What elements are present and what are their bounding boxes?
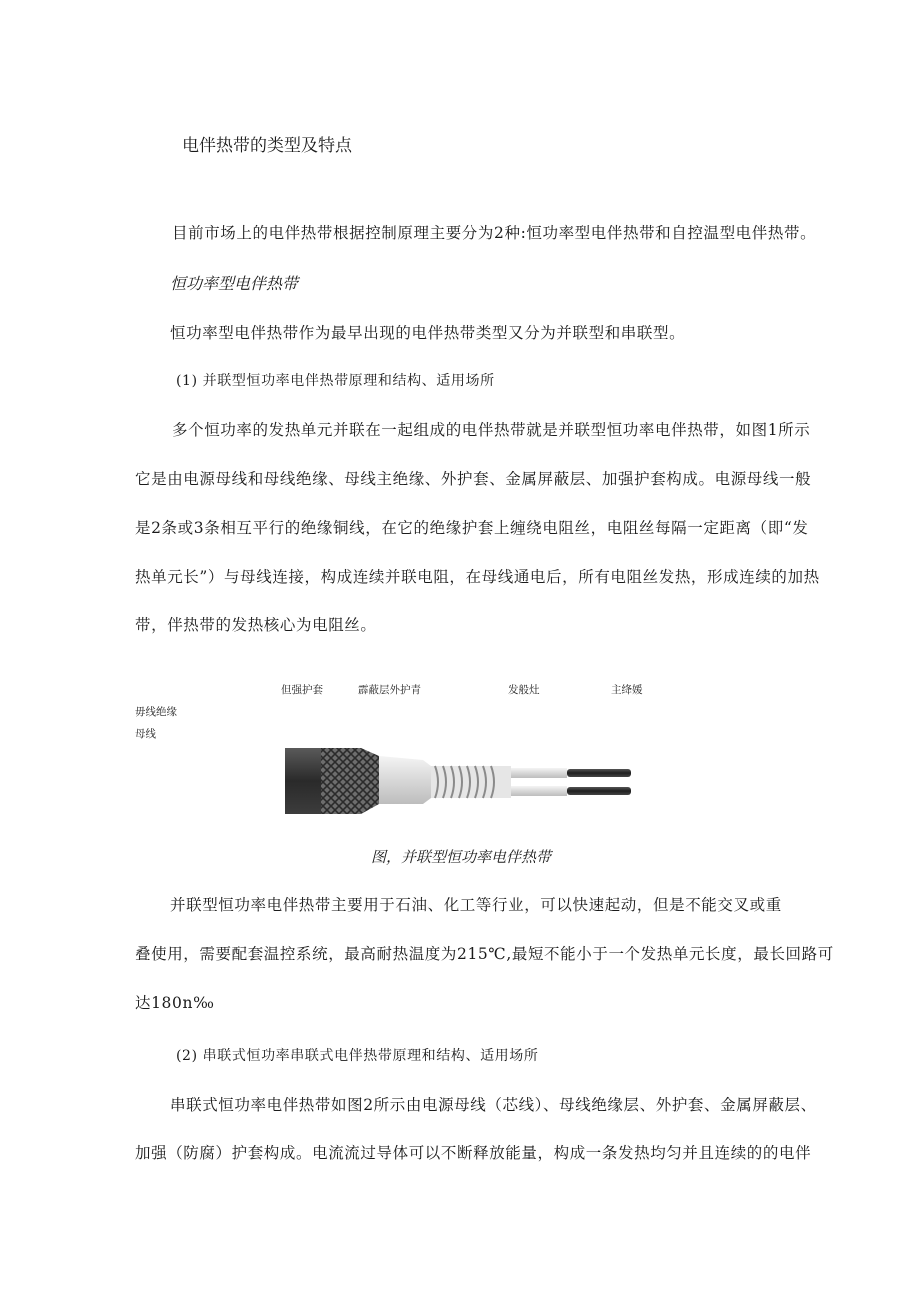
- figure-label-busbar: 母线: [135, 728, 156, 740]
- busbar-insulation-bottom: [511, 786, 567, 796]
- intro-paragraph: 目前市场上的电伴热带根据控制原理主要分为2种:恒功率型电伴热带和自控温型电伴热带。: [172, 224, 817, 242]
- busbar-insulation-top: [511, 768, 567, 778]
- figure-label-main-insulation: 主绛媛: [611, 684, 643, 696]
- section-intro-paragraph: 恒功率型电伴热带作为最早出现的电伴热带类型又分为并联型和串联型。: [170, 324, 686, 342]
- figure-label-shield-outer-jacket: 霹蔽层外护青: [358, 684, 421, 696]
- paragraph-line: 并联型恒功率电伴热带主要用于石油、化工等行业，可以快速起动，但是不能交叉或重: [170, 896, 782, 914]
- paragraph-line: 达180n‰: [135, 994, 215, 1012]
- figure-label-heating-wire: 发般灶: [508, 684, 540, 696]
- paragraph-line: 叠使用，需要配套温控系统，最高耐热温度为215℃,最短不能小于一个发热单元长度，最长回路可: [135, 945, 834, 963]
- paragraph-line: 是2条或3条相互平行的绝缘铜线，在它的绝缘护套上缠绕电阻丝，电阻丝每隔一定距离（即“发: [135, 519, 809, 537]
- braided-shield-segment: [321, 748, 379, 814]
- paragraph-line: 它是由电源母线和母线绝缘、母线主绝缘、外护套、金属屏蔽层、加强护套构成。电源母线一般: [135, 470, 812, 488]
- section-heading-constant-power: 恒功率型电伴热带: [170, 274, 299, 293]
- busbar-wire-top: [567, 769, 631, 777]
- paragraph-line: 带，伴热带的发热核心为电阻丝。: [135, 616, 377, 634]
- paragraph-line: 热单元长”）与母线连接，构成连续并联电阻，在母线通电后，所有电阻丝发热，形成连续的加热: [135, 568, 820, 586]
- figure-caption: 图，并联型恒功率电伴热带: [371, 848, 552, 866]
- outer-jacket-segment: [285, 748, 321, 814]
- paragraph-line: 加强（防腐）护套构成。电流流过导体可以不断释放能量，构成一条发热均匀并且连续的的电伴: [135, 1144, 812, 1162]
- page-title: 电伴热带的类型及特点: [182, 136, 352, 156]
- paragraph-line: 串联式恒功率电伴热带如图2所示由电源母线（芯线）、母线绝缘层、外护套、金属屏蔽层、: [170, 1096, 817, 1114]
- figure-label-busbar-insulation: 毋线绝缘: [135, 706, 177, 718]
- heating-cable-image: [283, 742, 635, 820]
- subheading-series: (2) 串联式恒功率串联式电伴热带原理和结构、适用场所: [176, 1048, 539, 1064]
- subheading-parallel: (1) 并联型恒功率电伴热带原理和结构、适用场所: [176, 373, 495, 389]
- busbar-wire-bottom: [567, 787, 631, 795]
- inner-jacket-segment: [379, 756, 431, 804]
- paragraph-line: 多个恒功率的发热单元并联在一起组成的电伴热带就是并联型恒功率电伴热带，如图1所示: [172, 421, 811, 439]
- figure-label-reinforced-jacket: 但强护套: [281, 684, 323, 696]
